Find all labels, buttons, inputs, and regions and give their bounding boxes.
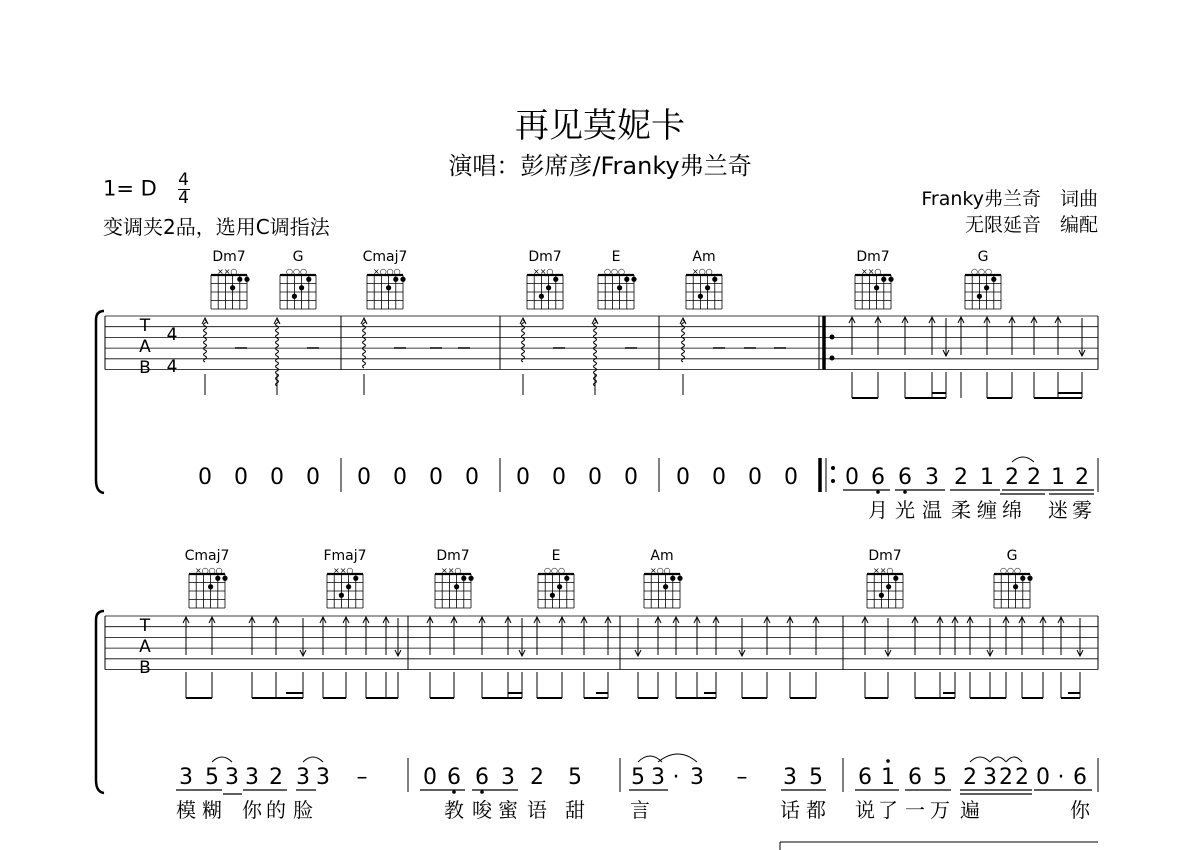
finger-dot bbox=[888, 277, 893, 282]
jianpu-note: 2 bbox=[269, 765, 283, 790]
open-mute-markers: ××○ bbox=[441, 566, 462, 575]
finger-dot bbox=[215, 576, 220, 581]
lyric: 温 bbox=[922, 498, 942, 522]
finger-dot bbox=[670, 576, 675, 581]
finger-dot bbox=[306, 277, 311, 282]
jianpu-note: 0 bbox=[234, 465, 248, 490]
jianpu-note: 0 bbox=[712, 465, 726, 490]
jianpu-note: · bbox=[1057, 765, 1065, 790]
jianpu-note: 6 bbox=[475, 765, 489, 790]
open-mute-markers: ○○○ bbox=[286, 267, 307, 276]
jianpu-note: 6 bbox=[1073, 765, 1087, 790]
finger-dot bbox=[698, 294, 703, 299]
open-mute-markers: ×○○ bbox=[692, 267, 713, 276]
jianpu-note: 3 bbox=[245, 765, 259, 790]
jianpu-note: 5 bbox=[933, 765, 947, 790]
finger-dot bbox=[461, 576, 466, 581]
finger-dot bbox=[663, 584, 668, 589]
jianpu-note: 1 bbox=[1051, 465, 1065, 490]
chord-name: Fmaj7 bbox=[323, 548, 367, 564]
lyric: 语 bbox=[527, 798, 547, 822]
lower-octave-dot bbox=[903, 490, 907, 494]
finger-dot bbox=[881, 277, 886, 282]
lyric: 了 bbox=[878, 798, 898, 822]
lyric: 缠 bbox=[977, 498, 997, 522]
open-mute-markers: ××○ bbox=[873, 566, 894, 575]
jianpu-note: 2 bbox=[1075, 465, 1089, 490]
lyric: 绵 bbox=[1002, 498, 1022, 522]
finger-dot bbox=[886, 584, 891, 589]
lower-octave-dot bbox=[452, 790, 456, 794]
jianpu-note: 3 bbox=[179, 765, 193, 790]
jianpu-note: 6 bbox=[447, 765, 461, 790]
lyric: 言 bbox=[630, 798, 650, 822]
lyric: 雾 bbox=[1072, 498, 1092, 522]
system-bracket bbox=[96, 611, 104, 793]
arpeggio-squiggle bbox=[682, 320, 685, 362]
lyric: 迷 bbox=[1048, 498, 1068, 522]
jianpu-note: 3 bbox=[501, 765, 515, 790]
chord-diagram bbox=[598, 249, 637, 309]
tab-time-top: 4 bbox=[166, 325, 178, 345]
jianpu-note: 2 bbox=[963, 765, 977, 790]
tab-time-bottom: 4 bbox=[166, 357, 178, 377]
open-mute-markers: ○○○ bbox=[544, 566, 565, 575]
arpeggio-squiggle bbox=[522, 320, 525, 362]
chord-name: Am bbox=[692, 249, 716, 265]
chord-name: E bbox=[551, 548, 561, 564]
repeat-dot bbox=[830, 335, 835, 340]
jianpu-note: 3 bbox=[651, 765, 665, 790]
chord-name: Dm7 bbox=[528, 249, 562, 265]
time-sig-bottom: 4 bbox=[178, 188, 189, 208]
finger-dot bbox=[299, 285, 304, 290]
time-sig-top: 4 bbox=[178, 170, 189, 190]
finger-dot bbox=[1027, 576, 1032, 581]
jianpu-note: 2 bbox=[1015, 765, 1029, 790]
jianpu-note: 3 bbox=[690, 765, 704, 790]
tie bbox=[1006, 757, 1022, 762]
jianpu-note: 5 bbox=[568, 765, 582, 790]
open-mute-markers: ×○○○ bbox=[195, 566, 223, 575]
chord-diagram bbox=[686, 249, 722, 309]
jianpu-note: 6 bbox=[871, 465, 885, 490]
finger-dot bbox=[977, 294, 982, 299]
open-mute-markers: ○○○ bbox=[604, 267, 625, 276]
chord-diagram bbox=[435, 548, 474, 608]
lyric: 话 bbox=[780, 798, 800, 822]
finger-dot bbox=[230, 285, 235, 290]
finger-dot bbox=[631, 277, 636, 282]
jianpu-note: 0 bbox=[588, 465, 602, 490]
finger-dot bbox=[546, 285, 551, 290]
chord-diagram bbox=[323, 548, 366, 608]
lower-octave-dot bbox=[480, 790, 484, 794]
arpeggio-squiggle bbox=[363, 320, 366, 368]
jianpu-note: 0 bbox=[748, 465, 762, 490]
finger-dot bbox=[468, 576, 473, 581]
lyric: 一 bbox=[905, 798, 925, 822]
finger-dot bbox=[386, 285, 391, 290]
finger-dot bbox=[712, 277, 717, 282]
jianpu-note: 0 bbox=[393, 465, 407, 490]
open-mute-markers: ××○ bbox=[217, 267, 238, 276]
finger-dot bbox=[339, 593, 344, 598]
jianpu-note: 0 bbox=[423, 765, 437, 790]
lyric: 都 bbox=[806, 798, 826, 822]
finger-dot bbox=[677, 576, 682, 581]
finger-dot bbox=[1013, 584, 1018, 589]
finger-dot bbox=[222, 576, 227, 581]
jianpu-note: 0 bbox=[1036, 765, 1050, 790]
lower-octave-dot bbox=[876, 490, 880, 494]
jianpu-note: 0 bbox=[676, 465, 690, 490]
chord-diagram bbox=[855, 249, 894, 309]
chord-name: Dm7 bbox=[212, 249, 246, 265]
lyric: 的 bbox=[266, 798, 286, 822]
lyric: 万 bbox=[930, 798, 950, 822]
lyric: 遍 bbox=[960, 798, 980, 822]
jianpu-note: 0 bbox=[198, 465, 212, 490]
finger-dot bbox=[705, 285, 710, 290]
lyric: 月 bbox=[868, 498, 888, 522]
jianpu-note: 3 bbox=[925, 465, 939, 490]
tab-clef-letter: T bbox=[139, 316, 151, 336]
chord-name: Dm7 bbox=[868, 548, 902, 564]
tab-clef-letter: T bbox=[139, 616, 151, 636]
jianpu-note: 6 bbox=[858, 765, 872, 790]
chord-name: Am bbox=[650, 548, 674, 564]
repeat-dot bbox=[830, 356, 835, 361]
lyric: 柔 bbox=[951, 498, 971, 522]
jianpu-note: 3 bbox=[316, 765, 330, 790]
lyric: 脸 bbox=[293, 798, 313, 822]
finger-dot bbox=[624, 277, 629, 282]
jianpu-note: 0 bbox=[270, 465, 284, 490]
jianpu-note: 3 bbox=[783, 765, 797, 790]
chord-diagram bbox=[867, 548, 903, 608]
jianpu-note: 5 bbox=[809, 765, 823, 790]
chord-diagram bbox=[538, 548, 574, 608]
open-mute-markers: ××○ bbox=[861, 267, 882, 276]
open-mute-markers: ×○○ bbox=[650, 566, 671, 575]
repeat-dot bbox=[831, 466, 835, 470]
chord-name: Cmaj7 bbox=[362, 249, 408, 265]
open-mute-markers: ××○ bbox=[333, 566, 354, 575]
jianpu-note: 0 bbox=[552, 465, 566, 490]
finger-dot bbox=[393, 277, 398, 282]
jianpu-note: 2 bbox=[1005, 465, 1019, 490]
finger-dot bbox=[984, 285, 989, 290]
chord-name: Dm7 bbox=[856, 249, 890, 265]
jianpu-note: · bbox=[672, 765, 680, 790]
finger-dot bbox=[208, 584, 213, 589]
chord-diagram bbox=[185, 548, 230, 608]
lyric: 模 bbox=[176, 798, 196, 822]
song-title: 再见莫妮卡 bbox=[515, 106, 685, 146]
chord-name: Cmaj7 bbox=[184, 548, 230, 564]
arranger-credit: 无限延音 编配 bbox=[964, 214, 1098, 236]
jianpu-note: 5 bbox=[205, 765, 219, 790]
chord-name: Dm7 bbox=[436, 548, 470, 564]
tie bbox=[990, 757, 1006, 762]
finger-dot bbox=[244, 277, 249, 282]
finger-dot bbox=[353, 576, 358, 581]
chord-diagram bbox=[211, 249, 250, 309]
chord-name: E bbox=[611, 249, 621, 265]
jianpu-note: 2 bbox=[999, 765, 1013, 790]
finger-dot bbox=[991, 277, 996, 282]
chord-diagram bbox=[527, 249, 563, 309]
tie bbox=[1012, 457, 1034, 462]
tab-clef-letter: B bbox=[139, 658, 151, 678]
open-mute-markers: ×○○○ bbox=[373, 267, 401, 276]
jianpu-note: 1 bbox=[980, 465, 994, 490]
finger-dot bbox=[292, 294, 297, 299]
lyric: 光 bbox=[895, 498, 915, 522]
lyric: 教 bbox=[444, 798, 464, 822]
finger-dot bbox=[400, 277, 405, 282]
jianpu-note: 0 bbox=[845, 465, 859, 490]
finger-dot bbox=[346, 584, 351, 589]
upper-octave-dot bbox=[886, 759, 890, 763]
jianpu-note: 2 bbox=[1027, 465, 1041, 490]
jianpu-note: 5 bbox=[631, 765, 645, 790]
key-label: 1= D bbox=[103, 176, 157, 201]
finger-dot bbox=[879, 593, 884, 598]
finger-dot bbox=[539, 294, 544, 299]
chord-diagram bbox=[965, 249, 1001, 309]
finger-dot bbox=[1020, 576, 1025, 581]
jianpu-note: 0 bbox=[465, 465, 479, 490]
lyric: 说 bbox=[855, 798, 875, 822]
tab-clef-letter: A bbox=[139, 637, 151, 657]
tie bbox=[658, 754, 697, 762]
finger-dot bbox=[617, 285, 622, 290]
finger-dot bbox=[893, 576, 898, 581]
finger-dot bbox=[874, 285, 879, 290]
jianpu-note: 3 bbox=[296, 765, 310, 790]
jianpu-note: 0 bbox=[357, 465, 371, 490]
system-bracket bbox=[96, 311, 104, 493]
jianpu-note: 0 bbox=[306, 465, 320, 490]
finger-dot bbox=[564, 576, 569, 581]
jianpu-note: 2 bbox=[530, 765, 544, 790]
lyric: 甜 bbox=[565, 798, 585, 822]
lyric: 你 bbox=[1070, 798, 1090, 822]
jianpu-note: 3 bbox=[225, 765, 239, 790]
finger-dot bbox=[557, 584, 562, 589]
tab-clef-letter: A bbox=[139, 337, 151, 357]
finger-dot bbox=[553, 277, 558, 282]
repeat-dot bbox=[831, 479, 835, 483]
chord-name: G bbox=[1006, 548, 1018, 564]
jianpu-note: – bbox=[736, 765, 748, 790]
finger-dot bbox=[237, 277, 242, 282]
singer-line: 演唱：彭席彦/Franky弗兰奇 bbox=[448, 152, 752, 180]
jianpu-note: 0 bbox=[624, 465, 638, 490]
composer-credit: Franky弗兰奇 词曲 bbox=[921, 188, 1098, 210]
chord-name: G bbox=[977, 249, 989, 265]
jianpu-note: 0 bbox=[429, 465, 443, 490]
finger-dot bbox=[550, 593, 555, 598]
lyric: 蜜 bbox=[498, 798, 518, 822]
tie bbox=[970, 757, 990, 762]
open-mute-markers: ○○○ bbox=[1000, 566, 1021, 575]
open-mute-markers: ××○ bbox=[533, 267, 554, 276]
open-mute-markers: ○○○ bbox=[971, 267, 992, 276]
chord-diagram bbox=[363, 249, 408, 309]
lyric: 你 bbox=[242, 798, 262, 822]
jianpu-note: – bbox=[356, 765, 368, 790]
jianpu-note: 0 bbox=[516, 465, 530, 490]
chord-diagram bbox=[994, 548, 1033, 608]
tab-clef-letter: B bbox=[139, 358, 151, 378]
jianpu-note: 3 bbox=[983, 765, 997, 790]
capo-note: 变调夹2品，选用C调指法 bbox=[103, 215, 330, 239]
jianpu-note: 2 bbox=[954, 465, 968, 490]
jianpu-note: 1 bbox=[881, 765, 895, 790]
lyric: 唆 bbox=[472, 798, 492, 822]
jianpu-note: 6 bbox=[908, 765, 922, 790]
tie bbox=[212, 757, 232, 762]
chord-diagram bbox=[644, 548, 683, 608]
jianpu-note: 6 bbox=[898, 465, 912, 490]
lyric: 糊 bbox=[202, 798, 222, 822]
tie bbox=[303, 757, 323, 762]
finger-dot bbox=[454, 584, 459, 589]
arpeggio-squiggle bbox=[204, 320, 207, 362]
chord-diagram bbox=[280, 249, 316, 309]
jianpu-note: 0 bbox=[784, 465, 798, 490]
chord-name: G bbox=[292, 249, 304, 265]
